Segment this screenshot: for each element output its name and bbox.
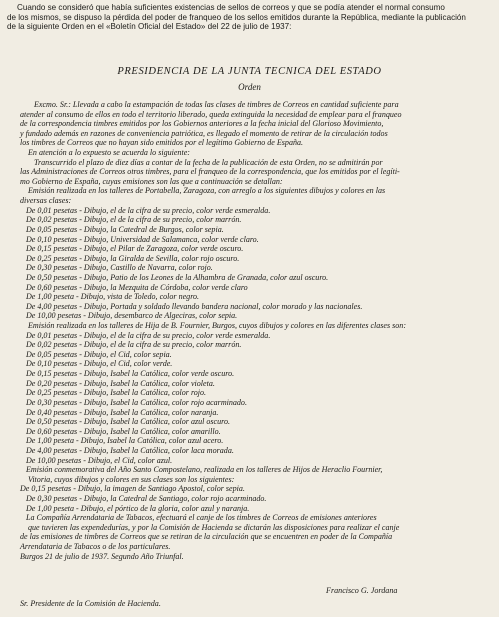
body-line: Emisión realizada en los talleres de Portabella, Zaragoza, con arreglo a los siguientes dibujos y colores en las [28, 186, 386, 196]
body-line: Arrendataria de Tabacos o de los particulares. [20, 542, 171, 552]
body-line: De 0,05 pesetas - Dibujo, el Cid, color sepia. [26, 349, 172, 359]
body-line: De 0,60 pesetas - Dibujo, Isabel la Católica, color amarillo. [26, 426, 221, 436]
body-line: De 1,00 peseta - Dibujo, el pórtico de la gloria, color azul y naranja. [26, 503, 250, 513]
body-line: De 0,10 pesetas - Dibujo, el Cid, color verde. [26, 359, 173, 369]
body-line: Excmo. Sr.: Llevada a cabo la estampación de todas las clases de timbres de Correos en cantidad suficiente para [34, 100, 399, 109]
body-line: Transcurrido el plazo de diez días a contar de la fecha de la publicación de esta Orden, no se admitirán por [34, 157, 383, 167]
body-line: que tuvieren las expendedurías, y por la Comisión de Hacienda se dictarán las disposiciones para realizar el canje [28, 522, 400, 532]
body-line: De 1,00 peseta - Dibujo, vista de Toledo, color negro. [26, 292, 200, 302]
body-line: De 0,15 pesetas - Dibujo, Isabel la Católica, color verde oscuro. [26, 369, 235, 379]
body-line: De 0,20 pesetas - Dibujo, Isabel la Católica, color violeta. [26, 378, 215, 388]
body-line: diversas clases: [20, 196, 72, 206]
body-line: De 0,10 pesetas - Dibujo, Universidad de Salamanca, color verde claro. [26, 234, 259, 244]
body-line: De 1,00 peseta - Dibujo, Isabel la Católica, color azul acero. [26, 436, 224, 446]
body-line: Emisión conmemorativa del Año Santo Compostelano, realizada en los talleres de Hijos de Heraclio Fournier, [26, 465, 383, 475]
body-line: Burgos 21 de julio de 1937. Segundo Año Triunfal. [20, 551, 184, 561]
body-line: y fundado además en razones de conveniencia patriótica, es llegado el momento de retirar de la circulación todos [20, 128, 388, 138]
signature: Francisco G. Jordana [326, 586, 398, 595]
body-line: De 0,02 pesetas - Dibujo, el de la cifra de su precio, color marrón. [26, 215, 242, 225]
body-line: En atención a lo expuesto se acuerda lo siguiente: [28, 148, 190, 158]
body-line: De 0,05 pesetas - Dibujo, la Catedral de Burgos, color sepia. [26, 224, 224, 234]
addressee: Sr. Presidente de la Comisión de Hacienda. [20, 599, 161, 608]
body-line: De 0,01 pesetas - Dibujo, el de la cifra de su precio, color verde esmeralda. [26, 205, 271, 215]
order-body [20, 100, 494, 561]
body-line: De 0,15 pesetas - Dibujo, el Pilar de Zaragoza, color verde oscuro. [26, 244, 244, 254]
body-line: De 0,15 pesetas - Dibujo, la imagen de Santiago Apostol, color sepia. [20, 484, 245, 494]
body-line: De 0,30 pesetas - Dibujo, Castillo de Navarra, color rojo. [26, 263, 213, 273]
body-line: De 10,00 pesetas - Dibujo, desembarco de Algeciras, color sepia. [26, 311, 238, 321]
body-line: De 0,50 pesetas - Dibujo, Patio de los Leones de la Alhambra de Granada, color azul oscuro. [26, 272, 329, 282]
body-line: Emisión realizada en los talleres de Hija de B. Fournier, Burgos, cuyos dibujos y colores en las diferentes clases son: [28, 321, 407, 331]
body-line: De 0,60 pesetas - Dibujo, la Mezquita de Córdoba, color verde claro [26, 282, 248, 292]
body-line: De 0,01 pesetas - Dibujo, el de la cifra de su precio, color verde esmeralda. [26, 330, 271, 340]
body-line: De 0,40 pesetas - Dibujo, Isabel la Católica, color naranja. [26, 407, 219, 417]
body-line: De 4,00 pesetas - Dibujo, Isabel la Católica, color laca morada. [26, 445, 234, 455]
body-line: las Administraciones de Correos otros timbres, para el franqueo de la correspondencia, que los emitidos por el legíti- [20, 167, 400, 177]
body-line: Vitoria, cuyos dibujos y colores en sus clases son los siguientes: [28, 474, 235, 484]
body-line: De 0,25 pesetas - Dibujo, Isabel la Católica, color rojo. [26, 388, 207, 398]
body-line: La Compañía Arrendataria de Tabacos, efectuará el canje de los timbres de Correos de emisiones anteriores [26, 513, 377, 523]
body-line: De 0,25 pesetas - Dibujo, la Giralda de Sevilla, color rojo oscuro. [26, 253, 240, 263]
body-line: de la correspondencia timbres emitidos por los Gobiernos anteriores a la fecha inicial del Glorioso Movimiento, [20, 119, 384, 129]
body-line: De 0,02 pesetas - Dibujo, el de la cifra de su precio, color marrón. [26, 340, 242, 350]
body-line: mo Gobierno de España, cuyas emisiones son las que a continuación se detallan: [20, 176, 283, 186]
document-title: PRESIDENCIA DE LA JUNTA TECNICA DEL ESTADO [117, 66, 382, 77]
body-line: De 0,30 pesetas - Dibujo, Isabel la Católica, color rojo acarminado. [26, 397, 247, 407]
body-line: De 0,30 pesetas - Dibujo, la Catedral de Santiago, color rojo acarminado. [26, 493, 267, 503]
intro-paragraph [7, 3, 493, 32]
intro-line: de la siguiente Orden en el «Boletín Oficial del Estado» del 22 de julio de 1937: [7, 22, 292, 32]
intro-line: de los mismos, se dispuso la pérdida del poder de franqueo de los sellos emitidos durante la República, mediante la publicación [7, 12, 466, 22]
body-line: De 0,50 pesetas - Dibujo, Isabel la Católica, color azul oscuro. [26, 417, 230, 427]
body-line: De 10,00 pesetas - Dibujo, el Cid, color azul. [26, 455, 173, 465]
document-subtitle: Orden [238, 82, 261, 92]
body-line: los timbres de Correos que no hayan sido emitidos por el legítimo Gobierno de España. [20, 138, 304, 148]
body-line: atender al consumo de ellos en todo el territorio liberado, queda extinguida la necesidad de emplear para el franqueo [20, 109, 402, 119]
body-line: De 4,00 pesetas - Dibujo, Portada y soldado llevando bandera nacional, color morado y las nacionales. [26, 301, 363, 311]
intro-line: Cuando se consideró que había suficientes existencias de sellos de correos y que se podía atender el normal consumo [17, 3, 445, 12]
body-line: de las emisiones de timbres de Correos que se retiran de la circulación que se encuentren en poder de la Compañía [20, 532, 393, 542]
